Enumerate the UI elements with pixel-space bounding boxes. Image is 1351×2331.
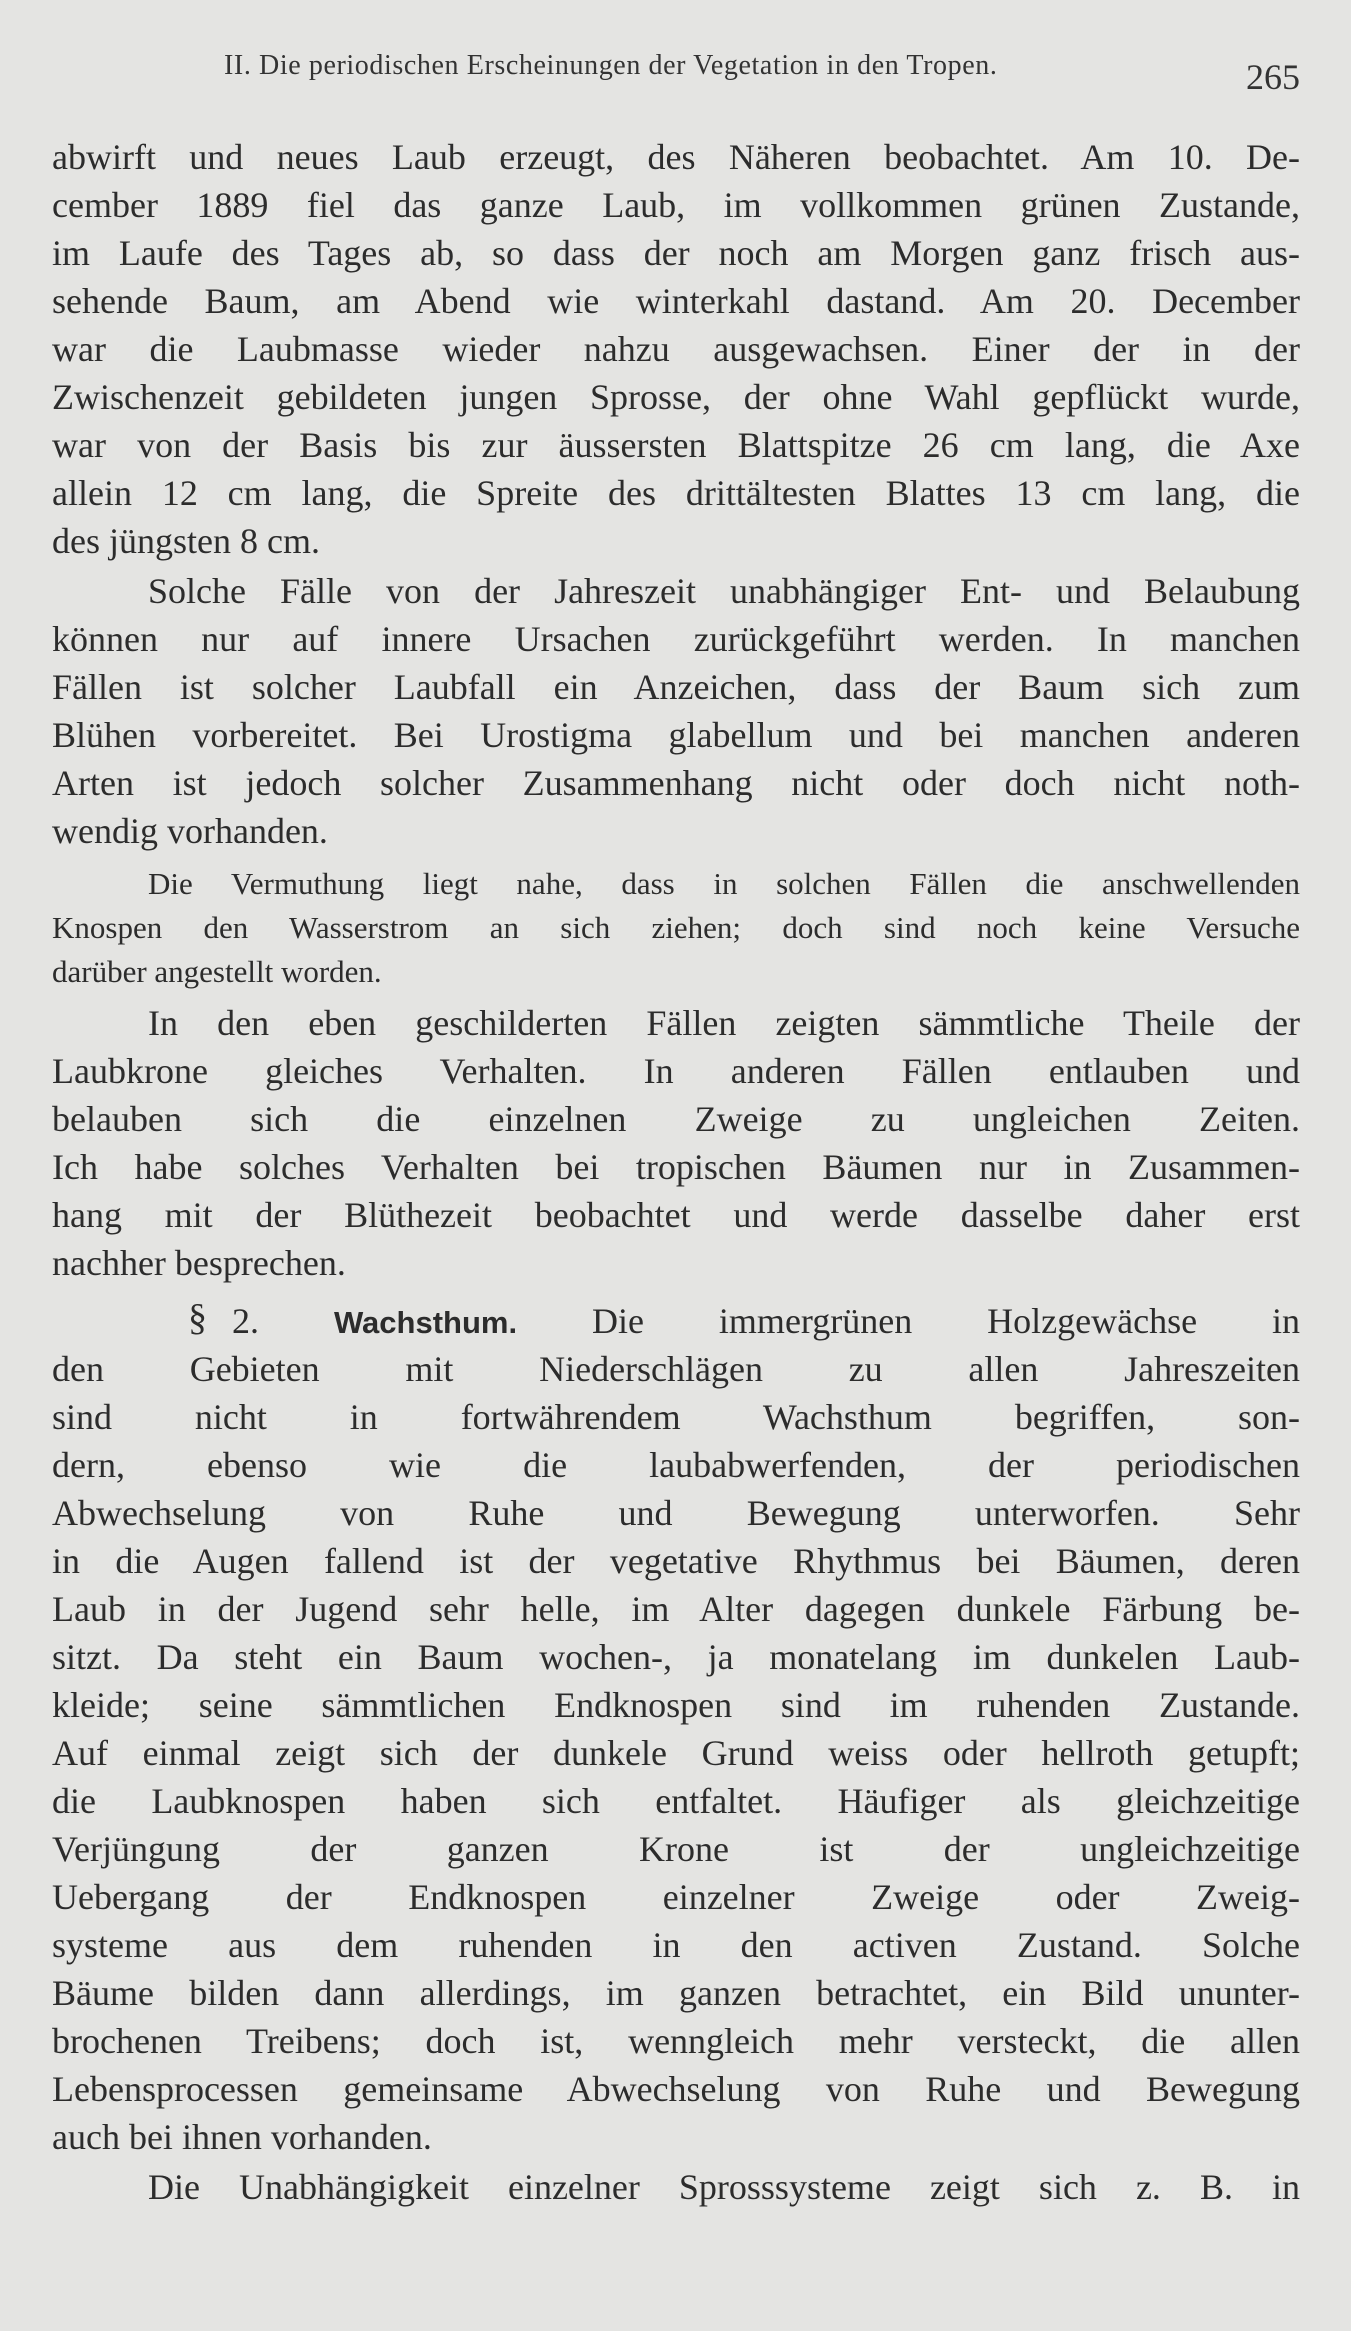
text-line: im Laufe des Tages ab, so dass der noch am Morgen ganz frisch aus- — [52, 233, 1300, 273]
text-line: Die Unabhängigkeit einzelner Sprosssysteme zeigt sich z. B. in — [148, 2167, 1300, 2207]
text-line: Laub in der Jugend sehr helle, im Alter dagegen dunkele Färbung be- — [52, 1589, 1300, 1629]
text-line: allein 12 cm lang, die Spreite des drittältesten Blattes 13 cm lang, die — [52, 473, 1300, 513]
text-line: Arten ist jedoch solcher Zusammenhang nicht oder doch nicht noth- — [52, 763, 1300, 803]
text-line: Auf einmal zeigt sich der dunkele Grund weiss oder hellroth getupft; — [52, 1733, 1300, 1773]
text-line: systeme aus dem ruhenden in den activen Zustand. Solche — [52, 1925, 1300, 1965]
section-mark: § — [188, 1297, 207, 1339]
section-title: Wachsthum. — [333, 1305, 518, 1340]
text-line: Bäume bilden dann allerdings, im ganzen betrachtet, ein Bild ununter- — [52, 1973, 1300, 2013]
text-line: abwirft und neues Laub erzeugt, des Näheren beobachtet. Am 10. De- — [52, 137, 1300, 177]
text-line: des jüngsten 8 cm. — [52, 521, 320, 561]
text-line-small: Die Vermuthung liegt nahe, dass in solchen Fällen die anschwellenden — [148, 866, 1300, 901]
text-line: sitzt. Da steht ein Baum wochen-, ja monatelang im dunkelen Laub- — [52, 1637, 1300, 1677]
text-line: belauben sich die einzelnen Zweige zu ungleichen Zeiten. — [52, 1099, 1300, 1139]
page-number: 265 — [1246, 57, 1300, 97]
text-line: sehende Baum, am Abend wie winterkahl dastand. Am 20. December — [52, 281, 1300, 321]
text-line: Fällen ist solcher Laubfall ein Anzeichen, dass der Baum sich zum — [52, 667, 1300, 707]
text-line: Lebensprocessen gemeinsame Abwechselung von Ruhe und Bewegung — [52, 2069, 1300, 2109]
text-line: Blühen vorbereitet. Bei Urostigma glabellum und bei manchen anderen — [52, 715, 1300, 755]
text-line: auch bei ihnen vorhanden. — [52, 2117, 432, 2157]
section-number: 2. — [232, 1301, 259, 1341]
text-line: den Gebieten mit Niederschlägen zu allen Jahreszeiten — [52, 1349, 1300, 1389]
text-line: wendig vorhanden. — [52, 811, 328, 851]
text-line: nachher besprechen. — [52, 1243, 346, 1283]
text-line: war von der Basis bis zur äussersten Blattspitze 26 cm lang, die Axe — [52, 425, 1300, 465]
text-line: Uebergang der Endknospen einzelner Zweige oder Zweig- — [52, 1877, 1300, 1917]
text-line-small: Knospen den Wasserstrom an sich ziehen; doch sind noch keine Versuche — [52, 910, 1300, 945]
text-line: kleide; seine sämmtlichen Endknospen sind im ruhenden Zustande. — [52, 1685, 1300, 1725]
text-line: war die Laubmasse wieder nahzu ausgewachsen. Einer der in der — [52, 329, 1300, 369]
text-line: Verjüngung der ganzen Krone ist der ungleichzeitige — [52, 1829, 1300, 1869]
text-line: Laubkrone gleiches Verhalten. In anderen Fällen entlauben und — [52, 1051, 1300, 1091]
text-line: cember 1889 fiel das ganze Laub, im vollkommen grünen Zustande, — [52, 185, 1300, 225]
text-line: die Laubknospen haben sich entfaltet. Häufiger als gleichzeitige — [52, 1781, 1300, 1821]
text-line-small: darüber angestellt worden. — [52, 954, 382, 989]
text-line: Ich habe solches Verhalten bei tropischen Bäumen nur in Zusammen- — [52, 1147, 1300, 1187]
text-line: sind nicht in fortwährendem Wachsthum begriffen, son- — [52, 1397, 1300, 1437]
text-line: in die Augen fallend ist der vegetative Rhythmus bei Bäumen, deren — [52, 1541, 1300, 1581]
section-opening-text: Die immergrünen Holzgewächse in — [592, 1301, 1300, 1341]
text-line: Abwechselung von Ruhe und Bewegung unterworfen. Sehr — [52, 1493, 1300, 1533]
book-page — [52, 0, 1300, 2331]
text-line: In den eben geschilderten Fällen zeigten sämmtliche Theile der — [148, 1003, 1300, 1043]
text-line: können nur auf innere Ursachen zurückgeführt werden. In manchen — [52, 619, 1300, 659]
text-line: dern, ebenso wie die laubabwerfenden, der periodischen — [52, 1445, 1300, 1485]
text-line: hang mit der Blüthezeit beobachtet und werde dasselbe daher erst — [52, 1195, 1300, 1235]
text-line: Zwischenzeit gebildeten jungen Sprosse, der ohne Wahl gepflückt wurde, — [52, 377, 1300, 417]
text-line: brochenen Treibens; doch ist, wenngleich mehr versteckt, die allen — [52, 2021, 1300, 2061]
running-head: II. Die periodischen Erscheinungen der Vegetation in den Tropen. — [224, 50, 998, 81]
section-heading-line — [232, 1300, 1300, 1342]
text-line: Solche Fälle von der Jahreszeit unabhängiger Ent- und Belaubung — [148, 571, 1300, 611]
